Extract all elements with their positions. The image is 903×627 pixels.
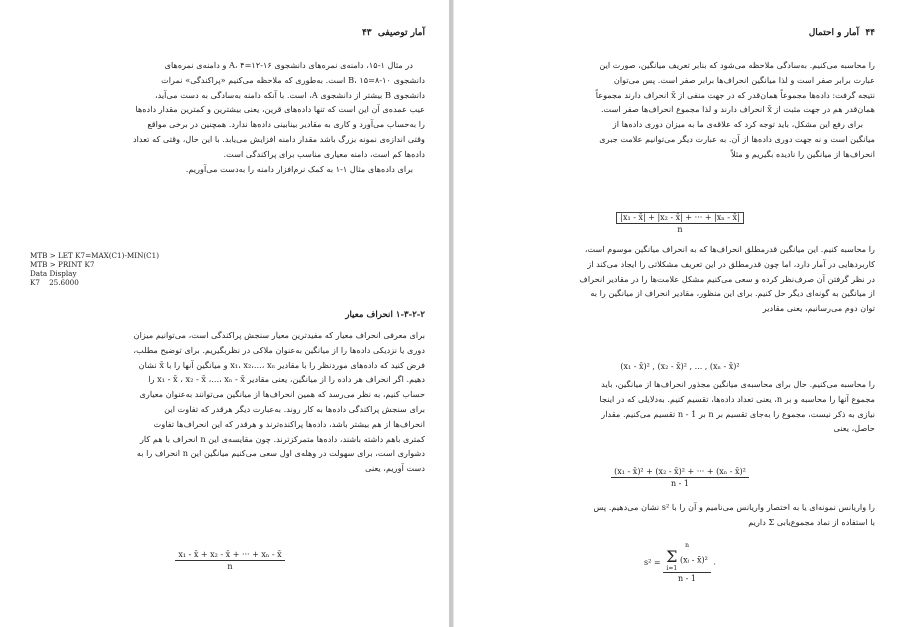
text-line: دانشجوی B، ۱۵=۸-۱۰ است. به‌طوری که ملاحظه می‌کنیم «پراکندگی» نمرات <box>161 74 425 85</box>
text-line: دانشجوی B بیشتر از دانشجوی A، است. با آنکه دامنه به‌سادگی به دست می‌آید، <box>154 89 425 100</box>
text-line: عبارت برابر صفر است و لذا میانگین انحراف‌ها برابر صفر است. پس می‌توان <box>613 74 875 85</box>
text-line: نتیجه گرفت: داده‌ها مجموعاً همان‌قدر که در جهت منفی از x̄ انحراف دارند مجموعاً <box>595 89 875 100</box>
text-line: را واریانس نمونه‌ای یا به اختصار واریانس می‌نامیم و آن را با s² نشان می‌دهیم. پس <box>593 502 875 512</box>
text-line: نیازی به ذکر نیست، مجموع را به‌جای تقسیم بر n بر n - 1 تقسیم می‌کنیم. مقدار <box>601 408 875 419</box>
text-line: عیب عمده‌ی آن این است که تنها داده‌های قرین، یعنی بیشترین و کمترین مقدار داده‌ها <box>135 104 425 115</box>
text-line: دشواری است، برای سهولت در وهله‌ی اول سعی می‌کنیم میانگین این n انحراف را به <box>136 448 425 459</box>
squared-deviations-line: (x₁ - x̄)² , (x₂ - x̄)² , ... , (xₙ - x̄)² <box>620 362 740 371</box>
variance-formula <box>575 467 785 488</box>
right-lower-paragraph <box>480 377 875 436</box>
text-line: از میانگین به گونه‌ای دیگر حل کنیم. برای این منظور، مقادیر انحراف از میانگین را به <box>590 288 875 299</box>
code-line: MTB > LET K7=MAX(C1)-MIN(C1) <box>30 251 160 260</box>
sum-term: (xᵢ - x̄)² <box>680 555 708 565</box>
text-line: در نظر گرفتن آن صرف‌نظر کرده و سعی می‌کنیم مشکل علامت‌ها را در مقادیر انحراف <box>579 273 875 284</box>
text-line: میانگین است و نه جهت دوری داده‌ها از آن. به عبارت دیگر می‌توانیم علامت جبری <box>599 133 875 144</box>
text-line: در مثال ۱-۱۵، دامنه‌ی نمره‌های دانشجوی A، ۴=۱۲-۱۶ و دامنه‌ی نمره‌های <box>164 60 413 70</box>
section-title: ۱-۳-۲-۲ انحراف معیار <box>345 310 425 320</box>
formula-denominator: n <box>677 225 683 234</box>
text-line: برای سنجش پراکندگی داده‌ها به کار روند. به‌عبارت دیگر هرقدر که تفاوت این <box>164 403 425 414</box>
text-line: انحراف‌ها از هم بیشتر باشد، داده‌ها پراکنده‌ترند و هرقدر که این انحراف‌ها تفاوت <box>153 418 425 429</box>
text-line: داده‌ها کم است، دامنه معیاری مناسب برای پراکندگی است. <box>223 148 425 159</box>
left-intro-paragraph <box>30 58 425 176</box>
text-line: دست آوریم، یعنی <box>365 463 425 474</box>
text-line: کاربردهایی در آمار دارد، اما چون قدرمطلق در این تعریف مشکلاتی را ایجاد می‌کند از <box>587 258 875 269</box>
right-top-paragraph <box>480 58 875 162</box>
text-line: برای داده‌های مثال ۱-۱ به کمک نرم‌افزار دامنه را به‌دست می‌آوریم. <box>185 163 413 174</box>
text-line: دوری یا نزدیکی داده‌ها را از میانگین به‌عنوان ملاکی در نظربگیریم. برای توضیح مطلب، <box>133 344 425 355</box>
sum-upper-limit: n <box>685 542 689 549</box>
text-line: برای رفع این مشکل، باید توجه کرد که علاقه‌ی ما به میزان دوری داده‌ها از <box>612 119 863 130</box>
text-line: حاصل، یعنی <box>833 423 875 434</box>
page-gutter-shadow <box>453 0 454 627</box>
left-page <box>20 0 435 627</box>
code-line: Data Display <box>30 269 77 278</box>
text-line: وقتی اندازه‌ی نمونه بزرگ باشد مقدار دامنه افزایش می‌یابد. با این حال، وقتی که تعداد <box>133 133 425 144</box>
text-line: را محاسبه کنیم. این میانگین قدرمطلق انحراف‌ها که به انحراف میانگین موسوم است، <box>584 244 875 254</box>
text-line: را محاسبه می‌کنیم. به‌سادگی ملاحظه می‌شود که بنابر تعریف میانگین، صورت این <box>599 60 875 70</box>
right-header-title: آمار و احتمال <box>808 28 860 38</box>
text-line: همان‌قدر هم در جهت مثبت از x̄ انحراف دارند و لذا مجموع انحراف‌ها صفر است. <box>600 104 875 115</box>
text-line: حساب کنیم، به نظر می‌رسد که همین انحراف‌ها از میانگین می‌توانند به‌عنوان معیاری <box>139 389 425 400</box>
minitab-code-block <box>30 251 159 287</box>
sum-lower-limit: i=1 <box>666 565 678 572</box>
code-line: K7 25.6000 <box>30 278 79 287</box>
formula-denominator: n - 1 <box>670 479 690 488</box>
text-line: توان دوم می‌رسانیم، یعنی مقادیر <box>762 303 875 314</box>
text-line: را محاسبه می‌کنیم. حال برای محاسبه‌ی میانگین مجذور انحراف‌ها از میانگین، باید <box>601 379 875 389</box>
left-header-title: آمار توصیفی <box>377 28 425 38</box>
formula-period: . <box>713 557 716 567</box>
formula-numerator: |x₁ - x̄| + |x₂ - x̄| + ··· + |xₙ - x̄| <box>616 212 743 224</box>
right-page-number: ۴۴ <box>865 28 875 38</box>
formula-numerator: x₁ - x̄ + x₂ - x̄ + ··· + xₙ - x̄ <box>175 550 284 561</box>
code-line: MTB > PRINT K7 <box>30 260 95 269</box>
text-line: مجموع آنها را محاسبه و بر n، یعنی تعداد داده‌ها، تقسیم کنیم. به‌دلایلی که در اینجا <box>599 393 875 404</box>
formula-denominator: n <box>227 562 233 571</box>
formula-numerator: (x₁ - x̄)² + (x₂ - x̄)² + ··· + (xₙ - x̄)² <box>611 467 749 478</box>
sample-variance-formula <box>620 542 740 583</box>
sigma-symbol: Σ <box>666 547 678 566</box>
formula-denominator: n - 1 <box>677 574 697 583</box>
text-line: انحراف‌ها از میانگین را نادیده بگیریم و مثلاً <box>731 148 875 159</box>
left-page-header <box>20 28 435 42</box>
right-page-header <box>470 28 885 42</box>
formula-lhs: s² = <box>644 558 661 567</box>
left-page-number: ۴۳ <box>361 28 372 38</box>
text-line: با استفاده از نماد مجموع‌یابی Σ داریم <box>748 516 875 527</box>
text-line: دهیم. اگر انحراف هر داده را از میانگین، یعنی مقادیر x₁ - x̄ ، x₂ - x̄ ،...، xₙ - x̄ را <box>148 374 425 385</box>
right-page <box>470 0 885 627</box>
right-mid-paragraph <box>480 242 875 316</box>
mean-deviation-formula <box>140 550 320 571</box>
absolute-deviation-formula <box>600 212 760 234</box>
text-line: کمتری باهم داشته باشند، داده‌ها متمرکزترند. چون مقایسه‌ی این n انحراف با هم کار <box>139 433 425 444</box>
right-variance-paragraph <box>480 500 875 530</box>
text-line: فرض کنید که داده‌های موردنظر را با مقادیر x₁، x₂،...، xₙ و میانگین آنها را با x̄ نشان <box>138 359 425 370</box>
text-line: را به‌حساب می‌آورد و کاری به مقادیر بینابینی داده‌ها ندارد. همچنین در برخی مواقع <box>147 119 425 130</box>
text-line: برای معرفی انحراف معیار که مفیدترین معیار سنجش پراکندگی است، می‌توانیم میزان <box>133 330 425 340</box>
left-body-paragraph <box>30 328 425 476</box>
